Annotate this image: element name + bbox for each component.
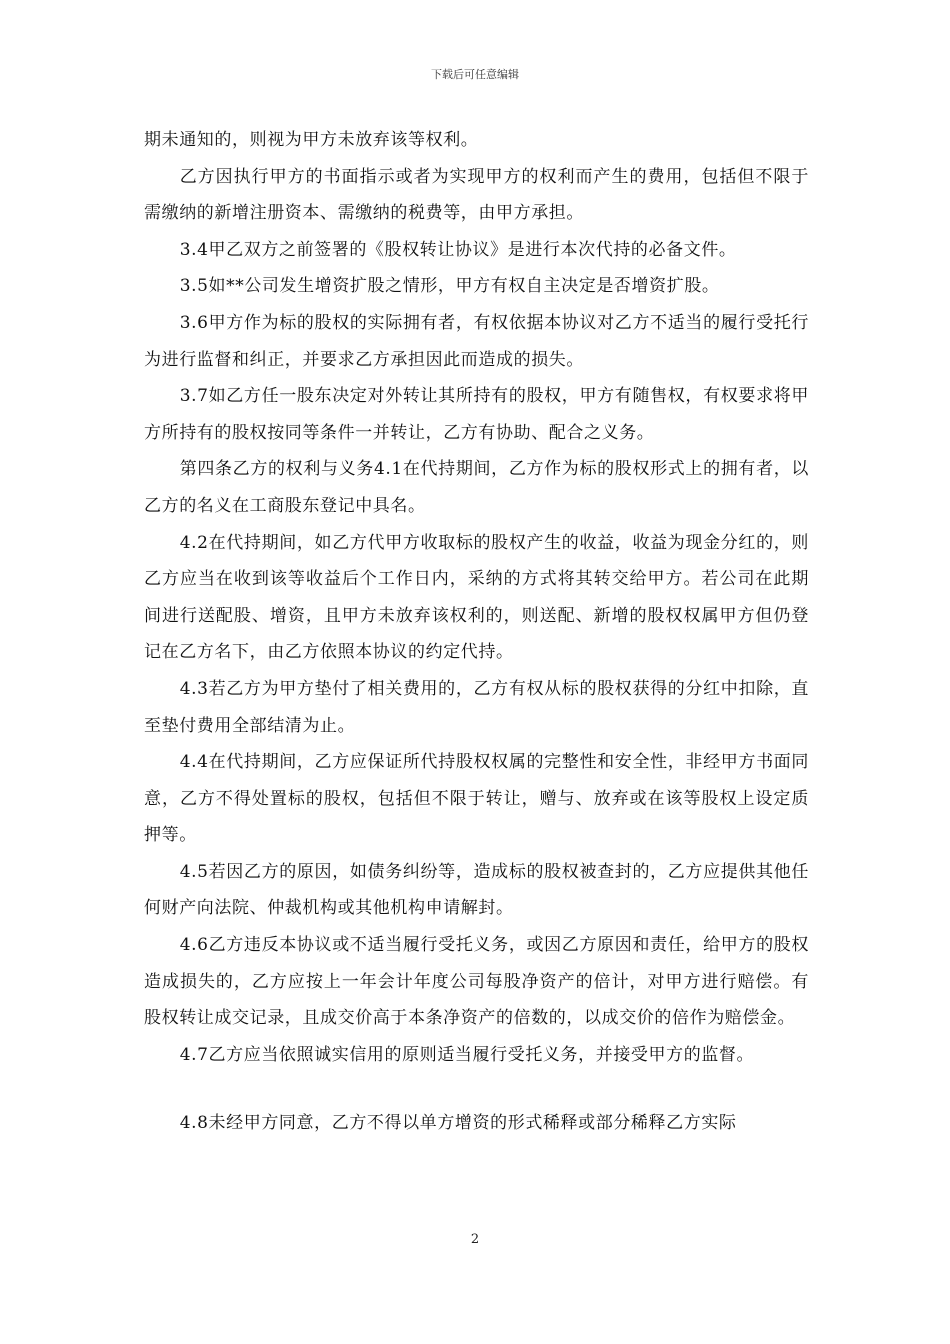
paragraph-4-6: 4.6乙方违反本协议或不适当履行受托义务，或因乙方原因和责任，给甲方的股权造成损失的，乙方应按上一年会计年度公司每股净资产的倍计，对甲方进行赔偿。有股权转让成交记录，且成交价高于本条净资产的倍数的，以成交价的倍作为赔偿金。	[144, 935, 809, 1029]
paragraph-4-7: 4.7乙方应当依照诚实信用的原则适当履行受托义务，并接受甲方的监督。	[179, 1044, 755, 1065]
paragraph-3-7: 3.7如乙方任一股东决定对外转让其所持有的股权，甲方有随售权，有权要求将甲方所持有的股权按同等条件一并转让，乙方有协助、配合之义务。	[144, 386, 809, 443]
paragraph-article-4-1: 第四条乙方的权利与义务4.1在代持期间，乙方作为标的股权形式上的拥有者，以乙方的名义在工商股东登记中具名。	[144, 459, 809, 516]
paragraph-4-8: 4.8未经甲方同意，乙方不得以单方增资的形式稀释或部分稀释乙方实际	[179, 1113, 737, 1134]
paragraph-3-4: 3.4甲乙双方之前签署的《股权转让协议》是进行本次代持的必备文件。	[179, 239, 737, 260]
paragraph-4-3: 4.3若乙方为甲方垫付了相关费用的，乙方有权从标的股权获得的分红中扣除，直至垫付费用全部结清为止。	[144, 678, 809, 736]
paragraph-4-2: 4.2在代持期间，如乙方代甲方收取标的股权产生的收益，收益为现金分红的，则乙方应当在收到该等收益后个工作日内，采纳的方式将其转交给甲方。若公司在此期间进行送配股、增资，且甲方未放弃该权利的，则送配、新增的股权权属甲方但仍登记在乙方名下，由乙方依照本协议的约定代持。	[144, 532, 809, 663]
paragraph-3-6: 3.6甲方作为标的股权的实际拥有者，有权依据本协议对乙方不适当的履行受托行为进行监督和纠正，并要求乙方承担因此而造成的损失。	[144, 312, 809, 370]
page-header: 下载后可任意编辑	[431, 68, 519, 81]
document-body	[144, 122, 809, 1142]
paragraph-4-4: 4.4在代持期间，乙方应保证所代持股权权属的完整性和安全性，非经甲方书面同意，乙方不得处置标的股权，包括但不限于转让，赠与、放弃或在该等股权上设定质押等。	[144, 752, 809, 846]
paragraph-continuation: 期未通知的，则视为甲方未放弃该等权利。	[144, 130, 479, 150]
page-number: 2	[470, 1232, 480, 1247]
paragraph-3-5: 3.5如**公司发生增资扩股之情形，甲方有权自主决定是否增资扩股。	[179, 276, 720, 297]
paragraph-4-5: 4.5若因乙方的原因，如债务纠纷等，造成标的股权被查封的，乙方应提供其他任何财产向法院、仲裁机构或其他机构申请解封。	[144, 861, 809, 919]
paragraph-expenses: 乙方因执行甲方的书面指示或者为实现甲方的权利而产生的费用，包括但不限于需缴纳的新增注册资本、需缴纳的税费等，由甲方承担。	[144, 166, 809, 224]
